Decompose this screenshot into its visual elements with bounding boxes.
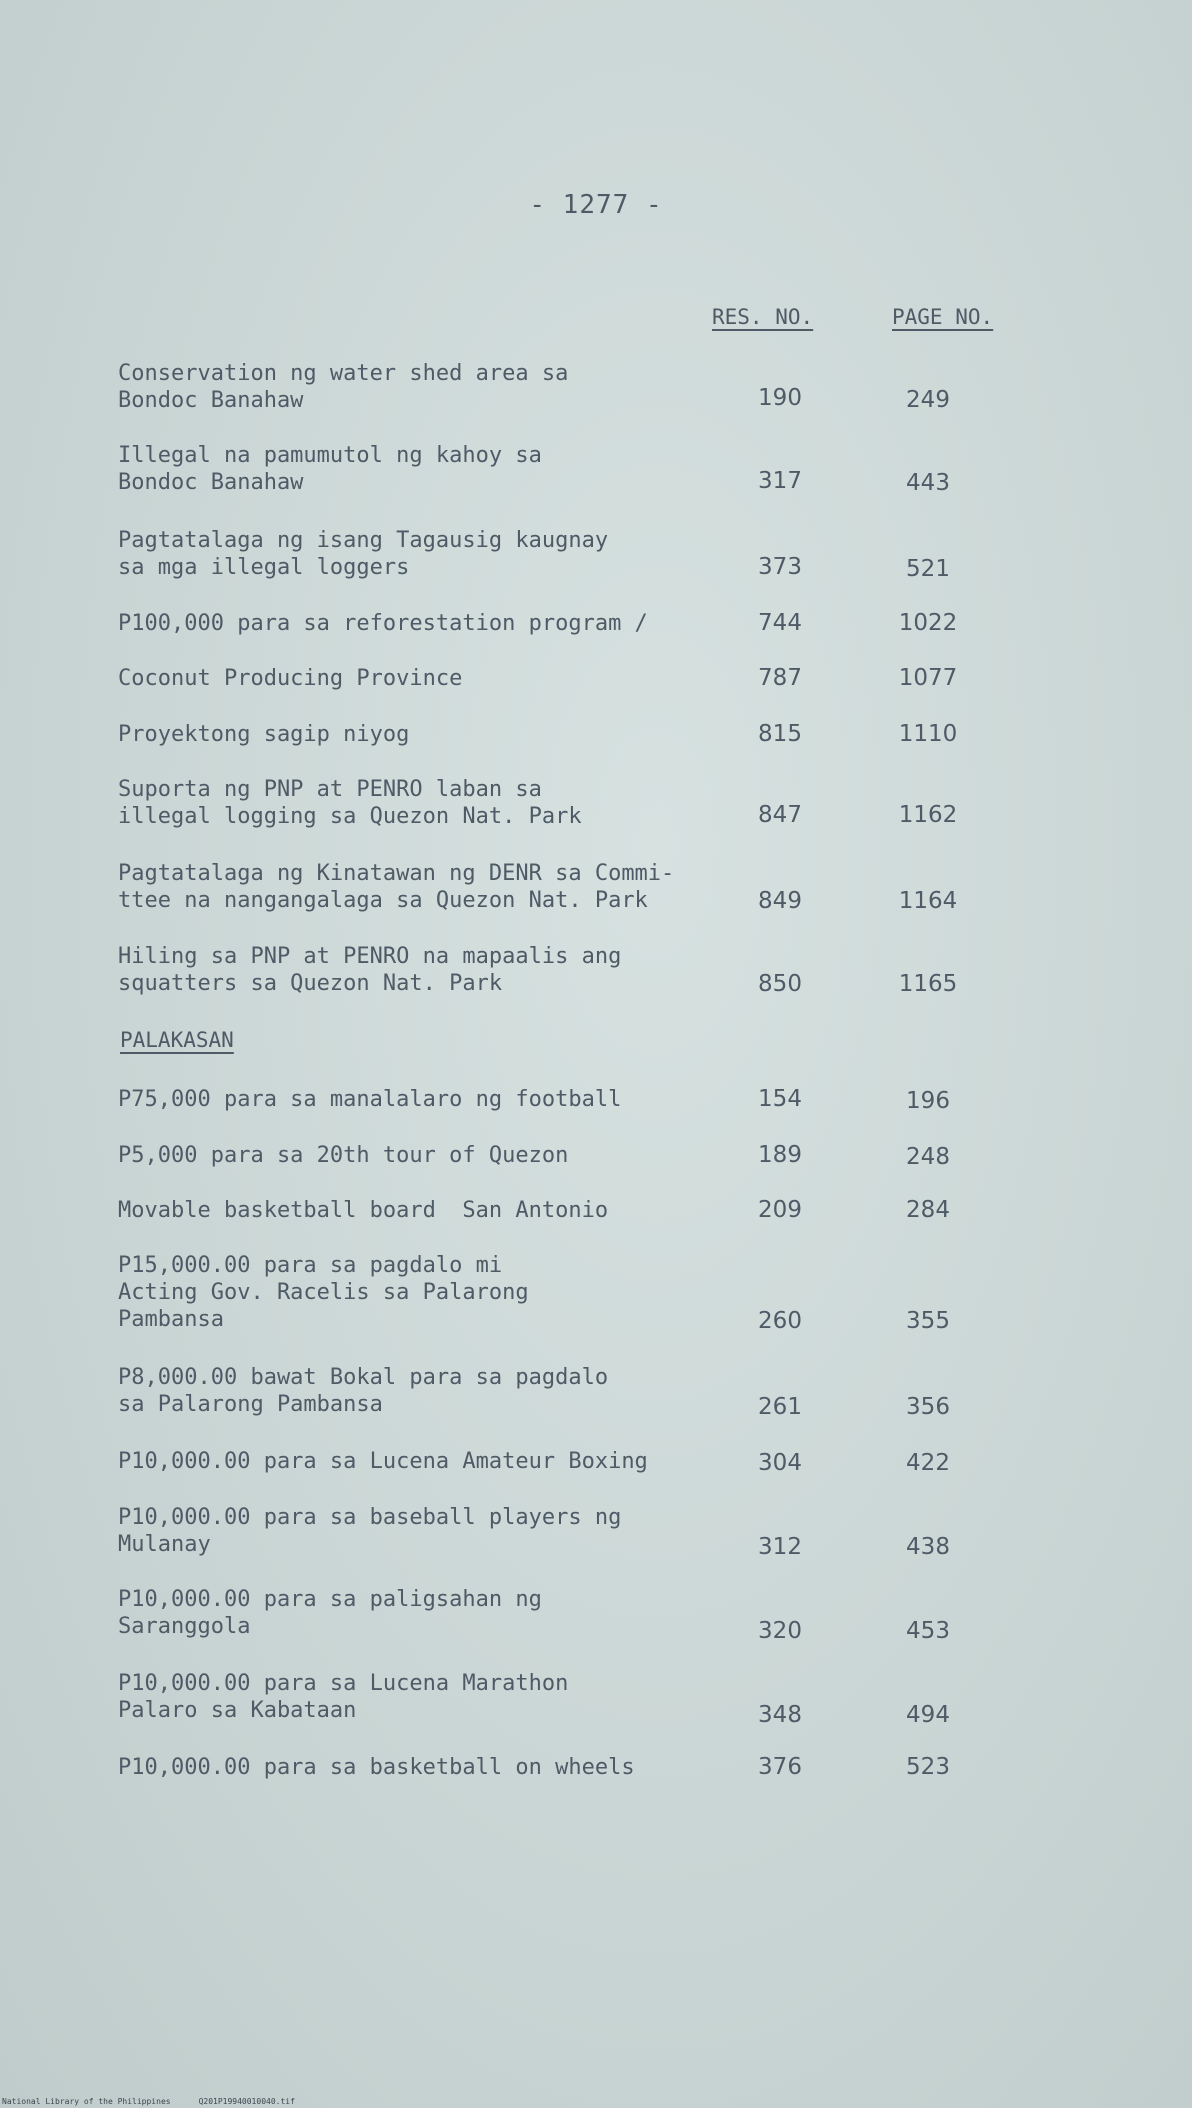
entry-page-no: 453 bbox=[906, 1618, 950, 1644]
entry-page-no: 249 bbox=[906, 387, 950, 413]
entry-res-no: 154 bbox=[758, 1086, 802, 1112]
entry-res-no: 348 bbox=[758, 1702, 802, 1728]
entry-description: P10,000.00 para sa Lucena Marathon Palaro sa Kabataan bbox=[118, 1671, 569, 1723]
entry-res-no: 189 bbox=[758, 1142, 802, 1168]
entry-page-no: 523 bbox=[906, 1754, 950, 1780]
entry-res-no: 787 bbox=[758, 665, 802, 691]
entry-description: Illegal na pamumutol ng kahoy sa Bondoc Banahaw bbox=[118, 443, 542, 495]
entry-description: Hiling sa PNP at PENRO na mapaalis ang squatters sa Quezon Nat. Park bbox=[118, 944, 622, 996]
entry-page-no: 355 bbox=[906, 1308, 950, 1334]
res-no-header: RES. NO. bbox=[712, 305, 814, 329]
entry-page-no: 521 bbox=[906, 556, 950, 582]
entry-description: P5,000 para sa 20th tour of Quezon bbox=[118, 1143, 569, 1168]
scan-footer bbox=[2, 2097, 295, 2106]
section-heading-palakasan: PALAKASAN bbox=[120, 1028, 234, 1052]
entry-description: P8,000.00 bawat Bokal para sa pagdalo sa Palarong Pambansa bbox=[118, 1365, 609, 1417]
entry-description: Movable basketball board San Antonio bbox=[118, 1198, 609, 1223]
entry-res-no: 815 bbox=[758, 721, 802, 747]
entry-page-no: 1165 bbox=[898, 971, 958, 997]
entry-page-no: 494 bbox=[906, 1702, 950, 1728]
entry-res-no: 190 bbox=[758, 385, 802, 411]
entry-res-no: 849 bbox=[758, 888, 802, 914]
entry-description: P10,000.00 para sa Lucena Amateur Boxing bbox=[118, 1449, 648, 1474]
entry-description: Pagtatalaga ng isang Tagausig kaugnay sa mga illegal loggers bbox=[118, 528, 609, 580]
entry-page-no: 1164 bbox=[898, 888, 958, 914]
entry-res-no: 317 bbox=[758, 468, 802, 494]
entry-res-no: 260 bbox=[758, 1308, 802, 1334]
footer-source: National Library of the Philippines bbox=[2, 2097, 171, 2106]
entry-description: P100,000 para sa reforestation program / bbox=[118, 611, 648, 636]
entry-description: Coconut Producing Province bbox=[118, 666, 463, 691]
entry-page-no: 196 bbox=[906, 1088, 950, 1114]
entry-page-no: 284 bbox=[906, 1197, 950, 1223]
entry-page-no: 422 bbox=[906, 1450, 950, 1476]
entry-page-no: 443 bbox=[906, 470, 950, 496]
page-no-header: PAGE NO. bbox=[892, 305, 994, 329]
entry-description: P10,000.00 para sa baseball players ng Mulanay bbox=[118, 1505, 622, 1557]
entry-res-no: 304 bbox=[758, 1450, 802, 1476]
entry-page-no: 248 bbox=[906, 1144, 950, 1170]
entry-page-no: 1110 bbox=[898, 721, 958, 747]
entry-description: Conservation ng water shed area sa Bondoc Banahaw bbox=[118, 361, 569, 413]
entry-description: P10,000.00 para sa paligsahan ng Saranggola bbox=[118, 1587, 542, 1639]
entry-description: P15,000.00 para sa pagdalo mi Acting Gov. Racelis sa Palarong Pambansa bbox=[118, 1253, 529, 1332]
entry-description: Suporta ng PNP at PENRO laban sa illegal logging sa Quezon Nat. Park bbox=[118, 777, 582, 829]
entry-page-no: 438 bbox=[906, 1534, 950, 1560]
entry-page-no: 356 bbox=[906, 1394, 950, 1420]
entry-res-no: 850 bbox=[758, 971, 802, 997]
entry-description: Proyektong sagip niyog bbox=[118, 722, 410, 747]
entry-page-no: 1022 bbox=[898, 610, 958, 636]
entry-res-no: 209 bbox=[758, 1197, 802, 1223]
entry-res-no: 261 bbox=[758, 1394, 802, 1420]
footer-filename: Q201P19940010040.tif bbox=[198, 2097, 295, 2106]
entry-description: P75,000 para sa manalalaro ng football bbox=[118, 1087, 622, 1112]
entry-res-no: 376 bbox=[758, 1754, 802, 1780]
entry-description: Pagtatalaga ng Kinatawan ng DENR sa Commi- ttee na nangangalaga sa Quezon Nat. Park bbox=[118, 861, 675, 913]
entry-res-no: 847 bbox=[758, 802, 802, 828]
entry-page-no: 1077 bbox=[898, 665, 958, 691]
entry-description: P10,000.00 para sa basketball on wheels bbox=[118, 1755, 635, 1780]
entry-page-no: 1162 bbox=[898, 802, 958, 828]
entry-res-no: 312 bbox=[758, 1534, 802, 1560]
entry-res-no: 373 bbox=[758, 554, 802, 580]
entry-res-no: 320 bbox=[758, 1618, 802, 1644]
entry-res-no: 744 bbox=[758, 610, 802, 636]
page-number: - 1277 - bbox=[529, 190, 663, 220]
